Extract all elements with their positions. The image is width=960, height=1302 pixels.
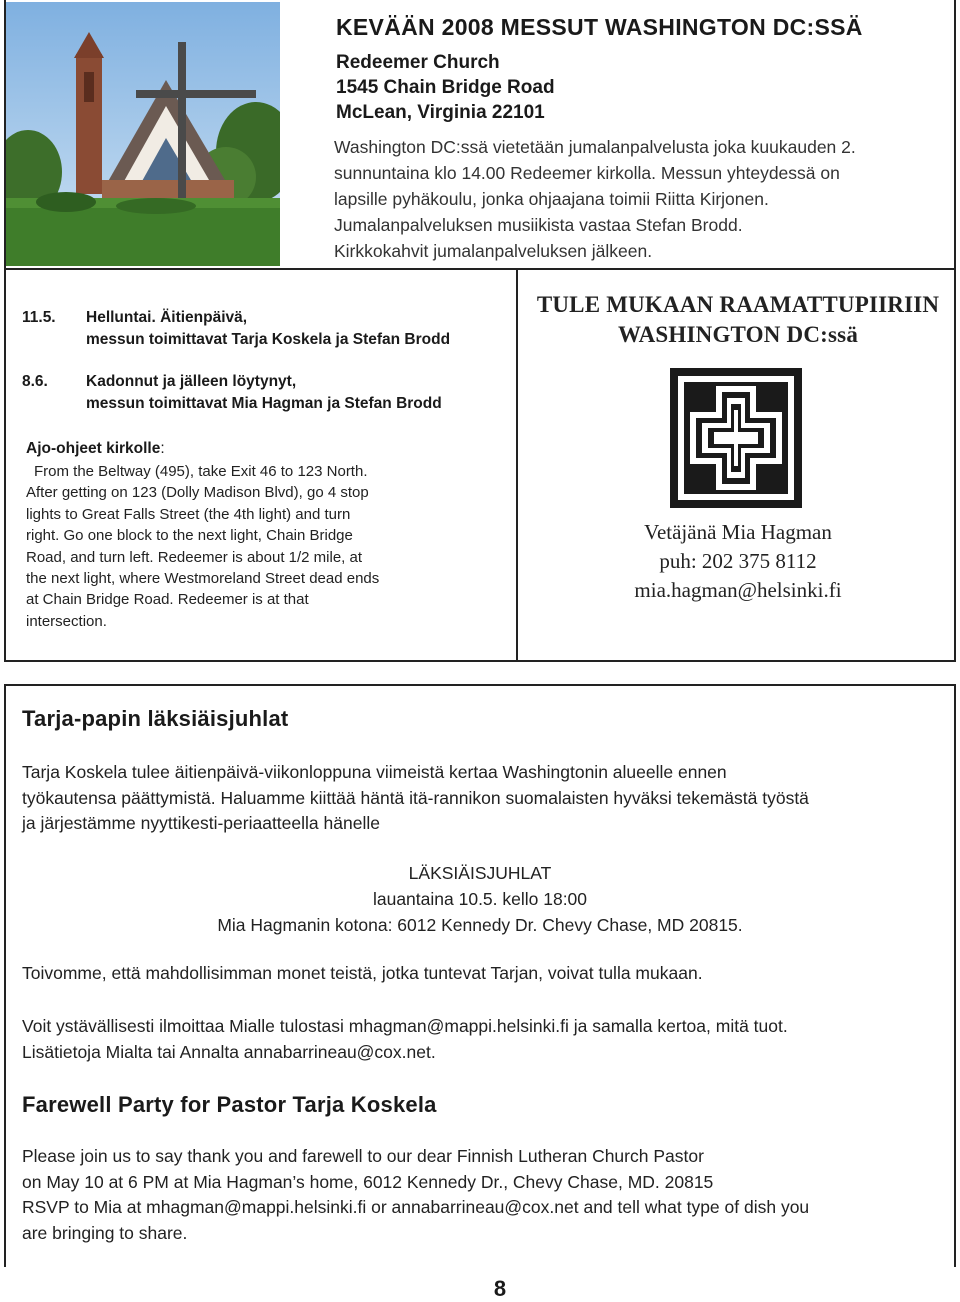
farewell-en-line: are bringing to share.: [22, 1222, 188, 1243]
farewell-fi-intro: [22, 760, 940, 837]
farewell-en-line: RSVP to Mia at mhagman@mappi.helsinki.fi or annabarrineau@cox.net and tell what type of dish you: [22, 1197, 810, 1217]
farewell-en-heading: Farewell Party for Pastor Tarja Koskela: [22, 1092, 437, 1117]
church-name: Redeemer Church: [336, 52, 500, 73]
intro-line: Washington DC:ssä vietetään jumalanpalvelusta joka kuukauden 2.: [334, 137, 856, 157]
farewell-fi-intro-line: työkautensa päättymistä. Haluamme kiittää häntä itä-rannikon suomalaisten hyväksi tekemästä työstä: [22, 787, 809, 808]
directions-line: right. Go one block to the next light, Chain Bridge: [26, 527, 353, 545]
leader-phone: puh: 202 375 8112: [659, 549, 817, 573]
farewell-en-line: Please join us to say thank you and farewell to our dear Finnish Lutheran Church Pastor: [22, 1146, 704, 1166]
farewell-fi-event: [4, 860, 956, 938]
intro-line: Jumalanpalveluksen musiikista vastaa Stefan Brodd.: [334, 215, 743, 235]
directions-title-text: Ajo-ohjeet kirkolle: [26, 440, 161, 457]
schedule-detail: messun toimittavat Tarja Koskela ja Stefan Brodd: [86, 331, 451, 348]
directions-text: [26, 461, 496, 632]
directions-line: the next light, where Westmoreland Street dead ends: [26, 570, 380, 588]
directions-title: [26, 440, 165, 458]
directions-line: From the Beltway (495), take Exit 46 to 123 North.: [34, 463, 368, 480]
farewell-en-text: [22, 1144, 940, 1246]
event-time: lauantaina 10.5. kello 18:00: [372, 889, 588, 909]
directions-line: After getting on 123 (Dolly Madison Blvd), go 4 stop: [26, 484, 369, 502]
bible-study-contact: [520, 518, 956, 605]
page-number: 8: [493, 1276, 507, 1301]
service-intro: [334, 134, 944, 264]
farewell-fi-intro-line: ja järjestämme nyyttikesti-periaatteella hänelle: [22, 813, 380, 833]
bible-study-title-line: TULE MUKAAN RAAMATTUPIIRIIN: [536, 292, 940, 317]
directions-line: at Chain Bridge Road. Redeemer is at that: [26, 591, 309, 609]
leader-name: Vetäjänä Mia Hagman: [644, 520, 832, 544]
church-photo: [6, 2, 280, 266]
directions-line: Road, and turn left. Redeemer is about 1/2 mile, at: [26, 548, 363, 566]
church-city: McLean, Virginia 22101: [336, 102, 545, 123]
schedule-detail: messun toimittavat Mia Hagman ja Stefan Brodd: [86, 395, 442, 412]
intro-line: sunnuntaina klo 14.00 Redeemer kirkolla. Messun yhteydessä on: [334, 163, 840, 183]
cross-logo-icon: [670, 368, 802, 508]
event-title: LÄKSIÄISJUHLAT: [408, 863, 552, 883]
farewell-fi-rsvp: [22, 1014, 940, 1065]
directions-title-colon: :: [160, 440, 165, 457]
farewell-fi-heading: Tarja-papin läksiäisjuhlat: [22, 706, 289, 731]
farewell-fi-hope: [22, 961, 940, 987]
intro-line: Kirkkokahvit jumalanpalveluksen jälkeen.: [334, 241, 653, 261]
directions-line: lights to Great Falls Street (the 4th light) and turn: [26, 505, 351, 523]
page-heading: KEVÄÄN 2008 MESSUT WASHINGTON DC:SSÄ: [336, 14, 863, 40]
schedule-event: Kadonnut ja jälleen löytynyt,: [86, 373, 297, 390]
farewell-fi-hope-line: Toivomme, että mahdollisimman monet teistä, jotka tuntevat Tarjan, voivat tulla mukaan.: [22, 963, 703, 983]
directions-line: intersection.: [26, 612, 107, 630]
leader-email: mia.hagman@helsinki.fi: [634, 578, 842, 602]
header-divider: [4, 268, 956, 270]
schedule-date: 11.5.: [22, 309, 56, 326]
farewell-fi-rsvp-line: Lisätietoja Mialta tai Annalta annabarrineau@cox.net.: [22, 1041, 436, 1062]
bible-study-title-line: WASHINGTON DC:ssä: [617, 322, 859, 347]
farewell-en-line: on May 10 at 6 PM at Mia Hagman’s home, 6012 Kennedy Dr., Chevy Chase, MD. 20815: [22, 1171, 714, 1192]
column-divider: [516, 268, 518, 662]
church-street: 1545 Chain Bridge Road: [336, 77, 555, 98]
bible-study-title: [520, 290, 956, 350]
farewell-fi-intro-line: Tarja Koskela tulee äitienpäivä-viikonloppuna viimeistä kertaa Washingtonin alueelle ennen: [22, 762, 727, 782]
intro-line: lapsille pyhäkoulu, jonka ohjaajana toimii Riitta Kirjonen.: [334, 189, 769, 209]
event-location: Mia Hagmanin kotona: 6012 Kennedy Dr. Chevy Chase, MD 20815.: [217, 915, 743, 935]
schedule-date: 8.6.: [22, 373, 48, 390]
farewell-fi-rsvp-line: Voit ystävällisesti ilmoittaa Mialle tulostasi mhagman@mappi.helsinki.fi ja samalla kertoa, mitä tuot.: [22, 1016, 788, 1036]
schedule-event: Helluntai. Äitienpäivä,: [86, 309, 248, 326]
